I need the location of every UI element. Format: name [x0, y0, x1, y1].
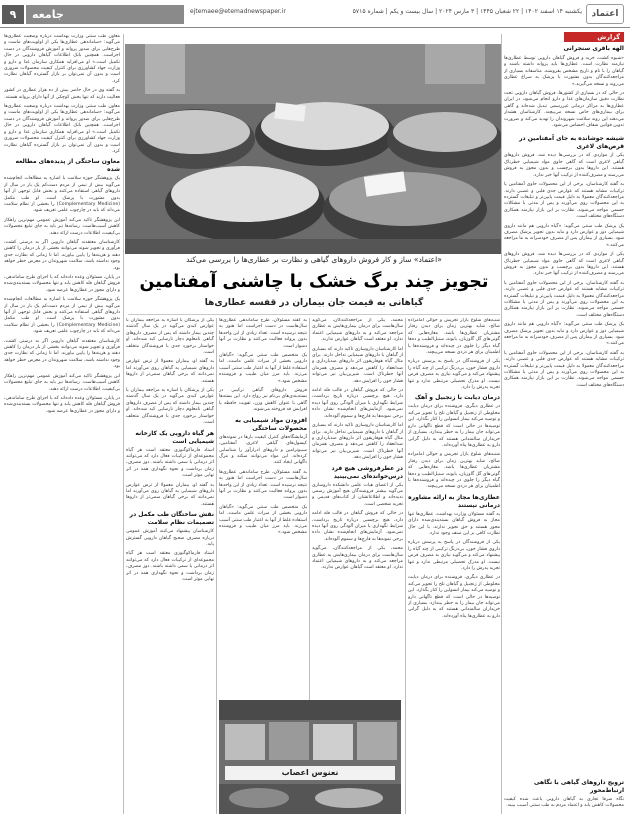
left-paragraph: یک پژوهشگر حوزه سلامت با اشاره به مطالعات انجام‌شده می‌گوید بیش از نیمی از مردم دست‌کم یک بار در سال از داروهای گیاهی استفاده می‌کنند و بخش قابل توجهی از آنها بدون مشورت با پزشک است. او طب مکمل (Complementary Medicine) را بخشی از نظام سلامت می‌داند که باید در چارچوب علمی تعریف شود.: [4, 297, 120, 335]
column-divider: [501, 34, 502, 814]
shop-sign-text: نعنوس اعصاب: [281, 768, 339, 777]
left-paragraph: این پژوهشگر تاکید می‌کند آموزش عمومی مهم‌ترین راهکار کاهش آسیب‌هاست. رسانه‌ها نیز باید به جای تبلیغ محصولات بی‌کیفیت، اطلاعات درست ارائه دهند.: [4, 217, 120, 236]
body-paragraph: یک متخصص طب سنتی می‌گوید: «گیاهان دارویی بخشی از میراث علمی ماست، اما استفاده غلط از آنها به اعتبار طب سنتی آسیب می‌زند. باید مرز میان طبیب و فروشنده مشخص شود.»: [219, 353, 307, 384]
box-paragraph: به گفته کارشناسان، برخی از این محصولات حاوی آمفتامین یا ترکیبات مشابه هستند که عوارض جدی قلبی و عصبی دارند. مراجعه‌کنندگان معمولا به دلیل قیمت پایین‌تر و تبلیغات گسترده به این محصولات روی می‌آورند و پس از مدتی با مشکلات جسمی مواجه می‌شوند. نظارت بر این بازار نیازمند همکاری دستگاه‌های مختلف است.: [504, 350, 624, 388]
body-paragraph: یک متخصص طب سنتی می‌گوید: «گیاهان دارویی بخشی از میراث علمی ماست، اما استفاده غلط از آنها به اعتبار طب سنتی آسیب می‌زند. باید مرز میان طبیب و فروشنده مشخص شود.»: [219, 504, 307, 536]
newspaper-logo: اعتماد: [586, 4, 624, 24]
body-paragraph: اما کارشناسان داروسازی تاکید دارند که بسیاری از گیاهان با داروهای شیمیایی تداخل دارند. برای مثال گیاه هوفاریقون اثر داروهای ضدبارداری و ضدانعقاد را کاهش می‌دهد و مصرف همزمان آنها خطرناک است. شیرین‌بیان نیز می‌تواند فشار خون را افزایش دهد.: [312, 346, 403, 384]
section-badge: جامعه: [26, 5, 184, 24]
body-paragraph: محمد، یکی از مراجعه‌کنندگان، می‌گوید سال‌هاست برای درمان بیماری‌هایش به عطاری مراجعه می‌کند و به داروهای شیمیایی اعتماد ندارد. او معتقد است گیاهان عوارض ندارند.: [312, 546, 403, 571]
body-subhead: هر گیاه دارویی یک کارخانه شیمیایی است: [135, 429, 214, 445]
body-paragraph: به گفته او، بیماران معمولا از ترس عوارض داروهای شیمیایی به گیاهان روی می‌آورند اما نمی‌دانند که برخی گیاهان سمی‌تر از داروها هستند.: [126, 359, 214, 384]
author-name: الهه باقری سنجرانی: [563, 45, 624, 52]
column-divider: [216, 318, 217, 814]
body-subhead: عطاری‌ها مجاز به ارائه مشاوره درمانی نیستند: [408, 493, 500, 509]
body-paragraph: یکی از اعضای هیات علمی دانشکده داروسازی می‌گوید بیشتر فروشندگان هیچ آموزش رسمی ندیده‌اند و اطلاعاتشان از کتاب‌های قدیمی و تجربه شخصی است.: [312, 482, 403, 507]
box-title: شیشه جوشانده به جای آمفتامین در قرص‌های لاغری: [519, 135, 624, 151]
body-paragraph: در عطاری دیگری، فروشنده برای درمان دیابت مخلوطی از زنجبیل و گیاهان تلخ را تجویز می‌کند و توصیه می‌کند بیمار انسولین را کنار بگذارد. این توصیه‌ها در حالی است که قطع ناگهانی دارو می‌تواند جان بیمار را به خطر بیندازد. بسیاری از خریداران سالمندانی هستند که به دلیل گرانی دارو به عطاری‌ها پناه آورده‌اند.: [408, 404, 500, 448]
body-subhead: در عطرفروشی هیچ فرد درس‌خوانده‌ای نمی‌بینید: [331, 464, 403, 480]
dateline: [190, 8, 582, 15]
right-column: [504, 44, 624, 814]
body-paragraph: در حالی که فروش گیاهان در قالب فله ادامه دارد، هیچ برچسبی درباره تاریخ برداشت، شرایط نگهداری یا میزان آلودگی روی آنها دیده نمی‌شود. آزمایش‌های انجام‌شده نشان داده برخی نمونه‌ها به قارچ‌ها و سموم آلوده‌اند.: [312, 511, 403, 542]
herbal-shop-image: [219, 700, 401, 814]
body-paragraph: یکی از فروشندگان در پاسخ به پرسش درباره داروی فشار خون، بی‌درنگ ترکیبی از چند گیاه را پیشنهاد می‌کند و می‌گوید نیازی به مصرف قرص نیست. او مدرک تحصیلی مرتبطی ندارد و تنها تجربه پدرش را دارد.: [408, 359, 500, 391]
body-paragraph: استاد فارماکوگنوزی معتقد است هر گیاه مجموعه‌ای از ترکیبات فعال دارد که می‌توانند اثر درمانی یا سمی داشته باشند. دوز مصرف، زمان برداشت و نحوه نگهداری همه در اثر نهایی موثر است.: [126, 447, 214, 479]
body-column-4: [126, 318, 214, 814]
left-subhead: معاون ساختگی از پدیده‌های مطالعه شده: [15, 158, 120, 174]
body-paragraph: یکی از پزشکان با اشاره به مراجعه بیماران با عوارض کبدی می‌گوید در یک سال گذشته چندین بیمار داشته که پس از مصرف داروهای گیاهی نامعلوم دچار نارسایی کبد شده‌اند. او خواستار برخورد جدی با فروشندگان متخلف است.: [126, 388, 214, 426]
body-paragraph: به گفته مسئولان، طرح ساماندهی عطاری‌ها سال‌هاست در دست اجراست اما هنوز به نتیجه نرسیده است. تعداد زیادی از این واحدها بدون پروانه فعالیت می‌کنند و نظارت بر آنها دشوار است.: [219, 469, 307, 501]
right-paragraph: «شیوه کشت، خرید و فروش گیاهان دارویی توسط عطاری‌ها نیازمند نظارت است. عطاری‌ها باید پروانه داشته باشند و گیاهان را با نام و تاریخ مشخص بفروشند. متاسفانه بسیاری از مراجعه‌کنندگان بدون مشورت با پزشک به سراغ عطاری می‌روند و نسخه می‌گیرند.»: [504, 56, 624, 87]
box-paragraph: یک پزشک طب سنتی می‌گوید: «گیاه دارویی هم مانند داروی شیمیایی دوز و عوارض دارد و نباید بدون تجویز پزشک مصرف شود. بسیاری از بیماران پس از مصرف خودسرانه به ما مراجعه می‌کنند.»: [504, 322, 624, 347]
body-subhead: نقش ساختگان طب مکمل در تصمیمات نظام سلامت: [129, 511, 214, 527]
body-subhead: افزودن مواد شیمیایی به محصولات ساختگی: [235, 416, 307, 432]
right-paragraph: در حالی که در بسیاری از کشورها، فروش گیاهان دارویی تحت نظارت دقیق سازمان‌های غذا و دارو انجام می‌شود، در ایران عطاری‌ها به مراکز درمانی غیررسمی تبدیل شده‌اند و گاهی برای بیماری‌های خاص نسخه می‌پیچند. کارشناسان هشدار می‌دهند این روند سلامت شهروندان را تهدید می‌کند و ضرورت تدوین قوانین شفاف احساس می‌شود.: [504, 91, 624, 129]
body-paragraph: یکی از فروشندگان در پاسخ به پرسش درباره داروی فشار خون، بی‌درنگ ترکیبی از چند گیاه را پیشنهاد می‌کند و می‌گوید نیازی به مصرف قرص نیست. او مدرک تحصیلی مرتبطی ندارد و تنها تجربه پدرش را دارد.: [408, 540, 500, 571]
bottom-paragraph: نگاه صرفا تجاری به گیاهان دارویی باعث شده کیفیت محصولات کاهش یابد و اعتماد مردم به طب سنتی آسیب ببیند.: [504, 797, 624, 809]
main-headline: تجویز چند برگ خشک با چاشنی آمفتامین: [139, 272, 489, 292]
left-paragraph: در پایان، مسئولان وعده داده‌اند که با اجرای طرح ساماندهی، فروش گیاهان فله کاهش یابد و تنها محصولات بسته‌بندی‌شده و دارای مجوز در عطاری‌ها عرضه شود.: [4, 395, 120, 414]
left-paragraph: این پژوهشگر تاکید می‌کند آموزش عمومی مهم‌ترین راهکار کاهش آسیب‌هاست. رسانه‌ها نیز باید به جای تبلیغ محصولات بی‌کیفیت، اطلاعات درست ارائه دهند.: [4, 373, 120, 392]
spice-bins-image: [125, 44, 501, 254]
box-paragraph: یک پزشک طب سنتی می‌گوید: «گیاه دارویی هم مانند داروی شیمیایی دوز و عوارض دارد و نباید بدون تجویز پزشک مصرف شود. بسیاری از بیماران پس از مصرف خودسرانه به ما مراجعه می‌کنند.»: [504, 223, 624, 248]
headline-subtitle: گیاهانی به قیمت جان بیماران در قفسه عطاری‌ها: [204, 298, 424, 308]
column-divider: [405, 318, 406, 814]
body-column-3: [219, 318, 307, 698]
left-paragraph: معاون طب سنتی وزارت بهداشت درباره وضعیت عطاری‌ها می‌گوید: «ساماندهی عطاری‌ها یکی از اولویت‌های ماست و طرح‌هایی برای صدور پروانه و آموزش فروشندگان در دست اجراست. همچنین بانک اطلاعات گیاهان دارویی در حال تکمیل است.» او می‌افزاید همکاری سازمان غذا و دارو و وزارت جهاد کشاورزی برای کنترل کیفیت محصولات ضروری است و بدون آن نمی‌توان بر بازار گسترده گیاهان نظارت کرد.: [4, 104, 120, 154]
small-photo: [219, 700, 401, 814]
box-paragraph: به گفته کارشناسان، برخی از این محصولات حاوی آمفتامین یا ترکیبات مشابه هستند که عوارض جدی قلبی و عصبی دارند. مراجعه‌کنندگان معمولا به دلیل قیمت پایین‌تر و تبلیغات گسترده به این محصولات روی می‌آورند و پس از مدتی با مشکلات جسمی مواجه می‌شوند. نظارت بر این بازار نیازمند همکاری دستگاه‌های مختلف است.: [504, 182, 624, 220]
left-paragraph: یک پژوهشگر حوزه سلامت با اشاره به مطالعات انجام‌شده می‌گوید بیش از نیمی از مردم دست‌کم یک بار در سال از داروهای گیاهی استفاده می‌کنند و بخش قابل توجهی از آنها بدون مشورت با پزشک است. او طب مکمل (Complementary Medicine) را بخشی از نظام سلامت می‌داند که باید در چارچوب علمی تعریف شود.: [4, 176, 120, 214]
column-divider: [123, 34, 124, 814]
body-paragraph: فروش داروهای گیاهی ترکیبی در بسته‌بندی‌های بی‌نام نیز رواج دارد. این بسته‌ها گاهی با عنوان کاهش وزن، تقویت حافظه یا افزایش قد فروخته می‌شوند.: [219, 388, 307, 413]
header-rule: [0, 27, 630, 28]
email-link[interactable]: ejtemaee@etemadnewspaper.ir: [190, 8, 286, 15]
box-paragraph: یکی از مواردی که در بررسی‌ها دیده شد، فروش داروهای گیاهی لاغری است که گاهی حاوی مواد شیمیایی خطرناک هستند. این داروها بدون برچسب و بدون مجوز به فروش می‌رسند و مصرف‌کننده از ترکیب آنها خبر ندارد.: [504, 252, 624, 277]
box-paragraph: یکی از مواردی که در بررسی‌ها دیده شد، فروش داروهای گیاهی لاغری است که گاهی حاوی مواد شیمیایی خطرناک هستند. این داروها بدون برچسب و بدون مجوز به فروش می‌رسند و مصرف‌کننده از ترکیب آنها خبر ندارد.: [504, 153, 624, 178]
body-paragraph: آزمایشگاه‌های کنترل کیفیت بارها در نمونه‌های کپسول‌های گیاهی لاغری، آمفتامین، سیبوترامین و داروهای ادرارآور را شناسایی کرده‌اند. این مواد می‌توانند سکته و مرگ ناگهانی ایجاد کنند.: [219, 434, 307, 466]
body-paragraph: یکی از پزشکان با اشاره به مراجعه بیماران با عوارض کبدی می‌گوید در یک سال گذشته چندین بیمار داشته که پس از مصرف داروهای گیاهی نامعلوم دچار نارسایی کبد شده‌اند. او خواستار برخورد جدی با فروشندگان متخلف است.: [126, 318, 214, 356]
body-paragraph: در حالی که فروش گیاهان در قالب فله ادامه دارد، هیچ برچسبی درباره تاریخ برداشت، شرایط نگهداری یا میزان آلودگی روی آنها دیده نمی‌شود. آزمایش‌های انجام‌شده نشان داده برخی نمونه‌ها به قارچ‌ها و سموم آلوده‌اند.: [312, 388, 403, 419]
body-paragraph: در عطاری دیگری، فروشنده برای درمان دیابت مخلوطی از زنجبیل و گیاهان تلخ را تجویز می‌کند و توصیه می‌کند بیمار انسولین را کنار بگذارد. این توصیه‌ها در حالی است که قطع ناگهانی دارو می‌تواند جان بیمار را به خطر بیندازد. بسیاری از خریداران سالمندانی هستند که به دلیل گرانی دارو به عطاری‌ها پناه آورده‌اند.: [408, 575, 500, 619]
left-paragraph: کارشناسان معتقدند گیاهان دارویی اگر به درستی کشت، فرآوری و تجویز شوند می‌توانند بخشی از بار درمان را کاهش دهند و هزینه‌ها را پایین بیاورند. اما تا زمانی که نظارت جدی وجود نداشته باشد، سلامت شهروندان در معرض خطر خواهد بود.: [4, 239, 120, 271]
body-paragraph: شنبه‌های شلوغ بازار تجریش و حوالی امامزاده صالح، شاید بهترین زمان برای دیدن رفتار مشتریان عطاری‌ها باشد. مغازه‌هایی که گونی‌های گل گاوزبان، بابونه، سنبل‌الطیب و ده‌ها گیاه دیگر را جلوی در چیده‌اند و فروشنده‌ها با اطمینان برای هر دردی نسخه می‌پیچند.: [408, 452, 500, 490]
body-paragraph: شنبه‌های شلوغ بازار تجریش و حوالی امامزاده صالح، شاید بهترین زمان برای دیدن رفتار مشتریان عطاری‌ها باشد. مغازه‌هایی که گونی‌های گل گاوزبان، بابونه، سنبل‌الطیب و ده‌ها گیاه دیگر را جلوی در چیده‌اند و فروشنده‌ها با اطمینان برای هر دردی نسخه می‌پیچند.: [408, 318, 500, 356]
left-paragraph: به گفته وی در حال حاضر بیش از ده هزار عطاری در کشور فعالیت دارند که تنها بخش کوچکی از آنها دارای پروانه هستند.: [4, 88, 120, 100]
main-photo: [125, 44, 501, 254]
bottom-title: ترویج داروهای گیاهی با نگاهی ارتباط‌محور: [533, 779, 624, 794]
body-paragraph: به گفته مسئولان وزارت بهداشت، عطاری‌ها تنها مجاز به فروش گیاهان بسته‌بندی‌شده دارای مجوز هستند و حق تجویز ندارند. با این حال نظارت کافی بر این صنف وجود ندارد.: [408, 511, 500, 536]
body-column-1: [408, 318, 500, 814]
headline-kicker: «اعتماد» ساز و کار فروش داروهای گیاهی و نظارت بر عطاری‌ها را بررسی می‌کند: [186, 255, 442, 264]
left-paragraph: کارشناسان معتقدند گیاهان دارویی اگر به درستی کشت، فرآوری و تجویز شوند می‌توانند بخشی از بار درمان را کاهش دهند و هزینه‌ها را پایین بیاورند. اما تا زمانی که نظارت جدی وجود نداشته باشد، سلامت شهروندان در معرض خطر خواهد بود.: [4, 338, 120, 370]
body-paragraph: به گفته او، بیماران معمولا از ترس عوارض داروهای شیمیایی به گیاهان روی می‌آورند اما نمی‌دانند که برخی گیاهان سمی‌تر از داروها هستند.: [126, 482, 214, 507]
body-paragraph: اما کارشناسان داروسازی تاکید دارند که بسیاری از گیاهان با داروهای شیمیایی تداخل دارند. برای مثال گیاه هوفاریقون اثر داروهای ضدبارداری و ضدانعقاد را کاهش می‌دهد و مصرف همزمان آنها خطرناک است. شیرین‌بیان نیز می‌تواند فشار خون را افزایش دهد.: [312, 423, 403, 461]
body-paragraph: کارشناسان پیشنهاد می‌کنند آموزش عمومی درباره مصرف صحیح گیاهان دارویی گسترش یابد.: [126, 529, 214, 547]
page-number: ۹: [2, 5, 24, 24]
headline-rule: [128, 314, 500, 315]
date-text: یکشنبه ۱۴ اسفند ۱۴۰۲ | ۲۲ شعبان ۱۴۴۵ | ۳ مارس ۲۰۲۴ | سال بیست و یکم | شماره ۵۷۱۵: [352, 8, 582, 15]
body-paragraph: محمد، یکی از مراجعه‌کنندگان، می‌گوید سال‌هاست برای درمان بیماری‌هایش به عطاری مراجعه می‌کند و به داروهای شیمیایی اعتماد ندارد. او معتقد است گیاهان عوارض ندارند.: [312, 318, 403, 343]
body-subhead: درمان دیابت با زنجبیل و آهک: [414, 394, 500, 402]
body-paragraph: استاد فارماکوگنوزی معتقد است هر گیاه مجموعه‌ای از ترکیبات فعال دارد که می‌توانند اثر درمانی یا سمی داشته باشند. دوز مصرف، زمان برداشت و نحوه نگهداری همه در اثر نهایی موثر است.: [126, 551, 214, 582]
left-paragraph: در پایان، مسئولان وعده داده‌اند که با اجرای طرح ساماندهی، فروش گیاهان فله کاهش یابد و تنها محصولات بسته‌بندی‌شده و دارای مجوز در عطاری‌ها عرضه شود.: [4, 275, 120, 293]
left-paragraph: معاون طب سنتی وزارت بهداشت درباره وضعیت عطاری‌ها می‌گوید: «ساماندهی عطاری‌ها یکی از اولویت‌های ماست و طرح‌هایی برای صدور پروانه و آموزش فروشندگان در دست اجراست. همچنین بانک اطلاعات گیاهان دارویی در حال تکمیل است.» او می‌افزاید همکاری سازمان غذا و دارو و وزارت جهاد کشاورزی برای کنترل کیفیت محصولات ضروری است و بدون آن نمی‌توان بر بازار گسترده گیاهان نظارت کرد.: [4, 34, 120, 84]
left-column: [4, 34, 120, 814]
page-header: [0, 0, 630, 27]
body-paragraph: به گفته مسئولان، طرح ساماندهی عطاری‌ها سال‌هاست در دست اجراست اما هنوز به نتیجه نرسیده است. تعداد زیادی از این واحدها بدون پروانه فعالیت می‌کنند و نظارت بر آنها دشوار است.: [219, 318, 307, 349]
box-paragraph: به گفته کارشناسان، برخی از این محصولات حاوی آمفتامین یا ترکیبات مشابه هستند که عوارض جدی قلبی و عصبی دارند. مراجعه‌کنندگان معمولا به دلیل قیمت پایین‌تر و تبلیغات گسترده به این محصولات روی می‌آورند و پس از مدتی با مشکلات جسمی مواجه می‌شوند. نظارت بر این بازار نیازمند همکاری دستگاه‌های مختلف است.: [504, 280, 624, 318]
rubric-label: گزارش: [564, 32, 624, 42]
right-bottom-box: [504, 776, 624, 816]
